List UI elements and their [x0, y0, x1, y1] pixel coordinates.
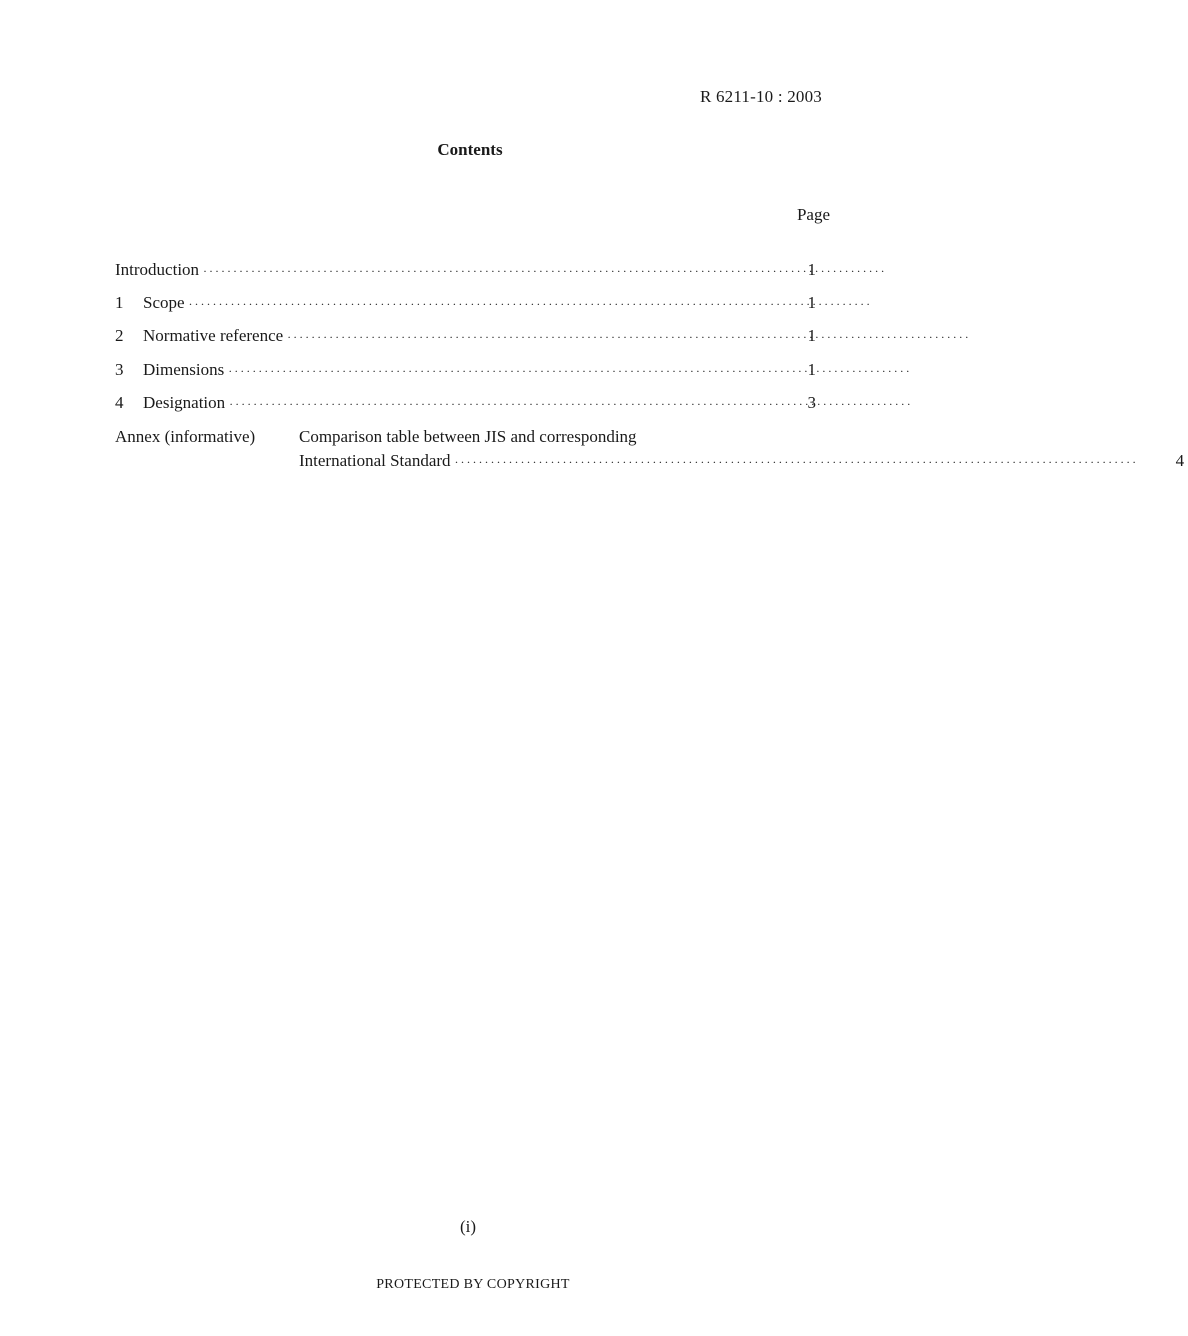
toc-entry-title: Introduction	[115, 260, 200, 279]
toc-entry-number: 3	[115, 359, 124, 379]
dot-leader	[189, 293, 873, 315]
annex-page: 4	[1175, 450, 1185, 470]
toc-entry-dimensions[interactable]	[115, 360, 820, 393]
toc-entry-number: 1	[115, 293, 124, 313]
table-of-contents	[115, 260, 1185, 473]
dot-leader	[287, 326, 971, 348]
toc-entry-page: 1	[807, 293, 816, 313]
toc-entry-normative-reference[interactable]	[115, 326, 820, 359]
toc-entry-title: Normative reference	[143, 326, 284, 346]
toc-entry-page: 1	[807, 260, 816, 279]
page-column-label: Page	[796, 205, 830, 224]
dot-leader	[455, 451, 1139, 473]
annex-title-line-1: Comparison table between JIS and corresponding	[299, 426, 637, 446]
annex-label: Annex (informative)	[115, 426, 256, 446]
document-id: R 6211-10 : 2003	[699, 87, 822, 106]
annex-title-line-2: International Standard	[299, 450, 451, 470]
toc-entry-annex[interactable]	[115, 426, 1185, 473]
toc-entry-scope[interactable]	[115, 293, 820, 326]
toc-entry-title: Dimensions	[143, 359, 225, 379]
toc-entry-number: 4	[115, 392, 124, 412]
copyright-notice: PROTECTED BY COPYRIGHT	[376, 1277, 570, 1292]
toc-entry-title: Designation	[143, 392, 226, 412]
toc-entry-page: 3	[807, 392, 816, 412]
page-folio: (i)	[459, 1217, 477, 1236]
toc-entry-title: Scope	[143, 293, 185, 313]
toc-entry-page: 1	[807, 326, 816, 346]
page-title: Contents	[437, 140, 503, 159]
dot-leader	[203, 260, 887, 282]
toc-entry-introduction[interactable]	[115, 260, 820, 293]
toc-entry-page: 1	[807, 359, 816, 379]
toc-entry-number: 2	[115, 326, 124, 346]
toc-entry-designation[interactable]	[115, 393, 820, 426]
